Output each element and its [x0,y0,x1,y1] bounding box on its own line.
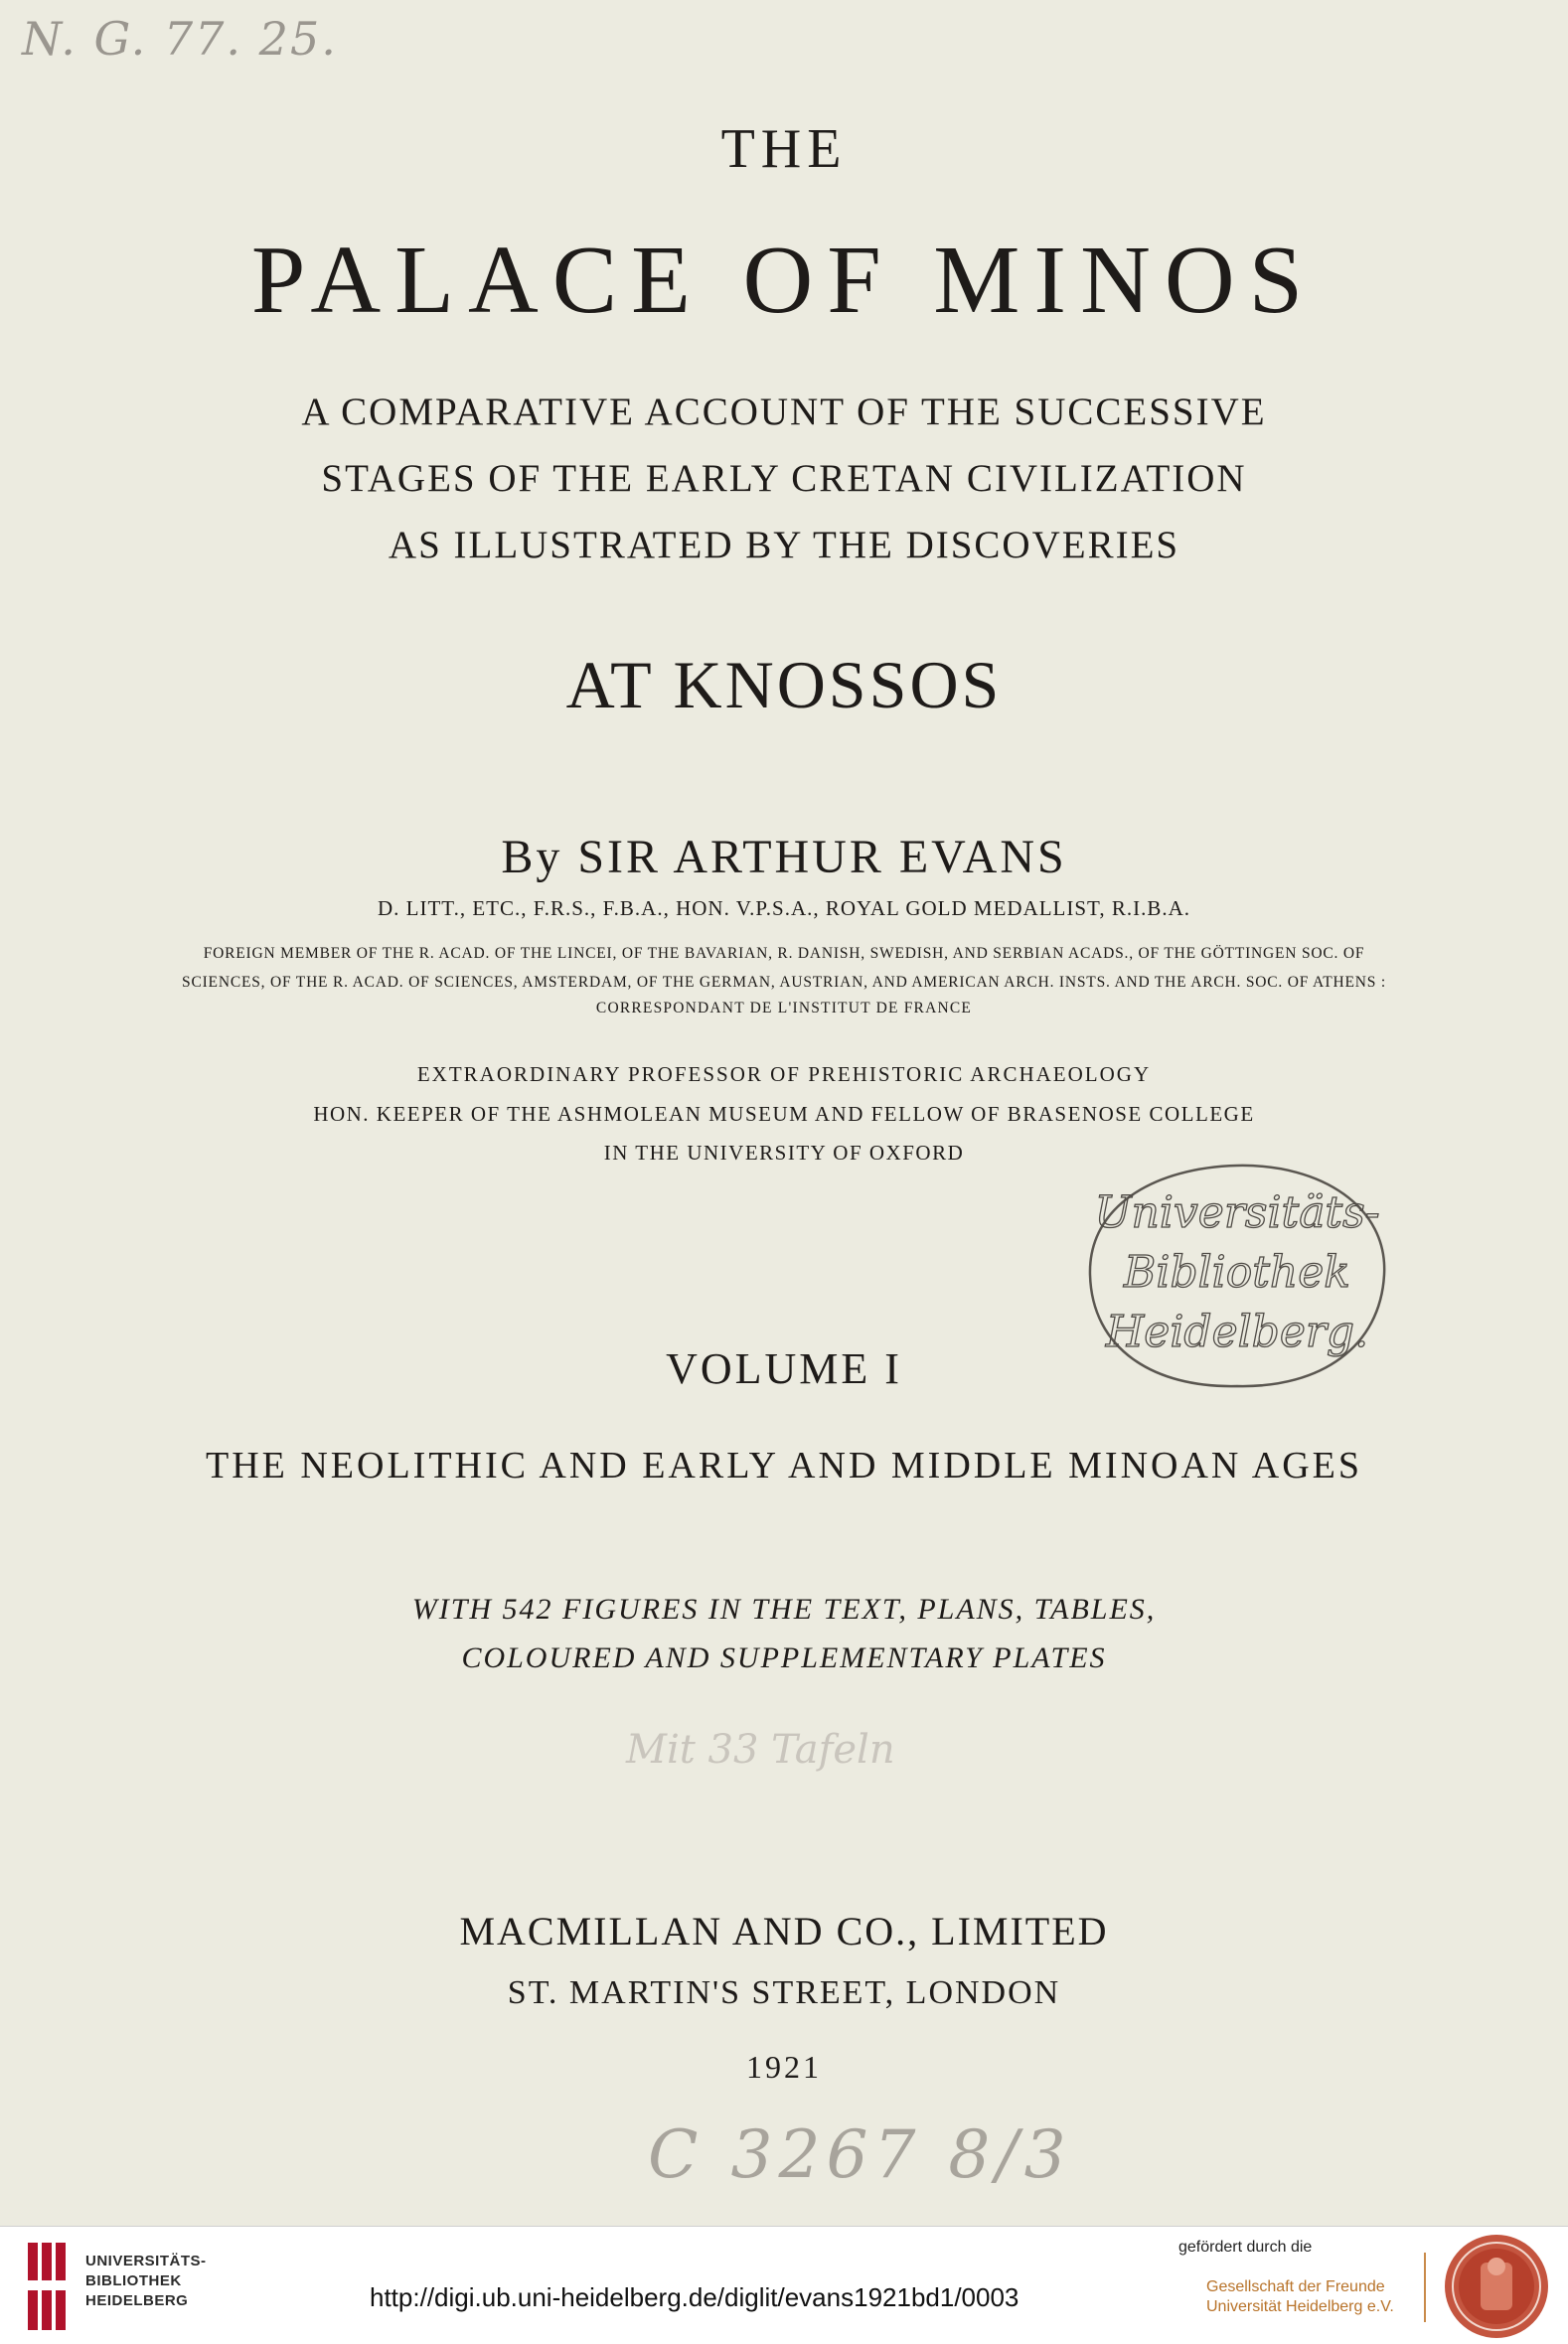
publisher-address: ST. MARTIN'S STREET, LONDON [507,1974,1061,2011]
stamp-line: Heidelberg. [1105,1307,1369,1357]
foreign-memberships-line: CORRESPONDANT DE L'INSTITUT DE FRANCE [595,1000,973,1016]
book-title: PALACE OF MINOS [250,227,1318,334]
foreign-memberships-line: SCIENCES, OF THE R. ACAD. OF SCIENCES, AMSTERDAM, OF THE GERMAN, AUSTRIAN, AND AMERICAN ARCH. INSTS. AND THE ARCH. SOC. OF ATHENS : [182,974,1386,991]
library-logo-icon [22,2241,74,2332]
figures-note-line: COLOURED AND SUPPLEMENTARY PLATES [461,1641,1107,1674]
publisher-name: MACMILLAN AND CO., LIMITED [459,1909,1109,1953]
university-seal-icon [1443,2233,1550,2340]
subtitle-line: AS ILLUSTRATED BY THE DISCOVERIES [388,524,1180,566]
title-the: THE [720,118,848,180]
handwritten-shelfmark: N. G. 77. 25. [22,12,338,66]
foreign-memberships-line: FOREIGN MEMBER OF THE R. ACAD. OF THE LINCEI, OF THE BAVARIAN, R. DANISH, SWEDISH, AND SERBIAN ACADS., OF THE GÖTTINGEN SOC. OF [203,945,1365,962]
sponsor-name-line: Gesellschaft der Freunde [1206,2278,1385,2295]
library-name-line: BIBLIOTHEK [85,2272,182,2289]
author-line: By SIR ARTHUR EVANS [501,831,1067,883]
digitization-footer [0,2226,1568,2344]
volume-subtitle: THE NEOLITHIC AND EARLY AND MIDDLE MINOAN AGES [206,1445,1362,1486]
author-degrees: D. LITT., ETC., F.R.S., F.B.A., HON. V.P.S.A., ROYAL GOLD MEDALLIST, R.I.B.A. [377,896,1191,920]
professorship-line: IN THE UNIVERSITY OF OXFORD [603,1141,965,1165]
library-name-line: HEIDELBERG [85,2292,189,2309]
figures-note-line: WITH 542 FIGURES IN THE TEXT, PLANS, TABLES, [411,1593,1157,1626]
footer-divider [1424,2253,1426,2322]
publication-year: 1921 [746,2049,822,2085]
sponsor-name-line: Universität Heidelberg e.V. [1206,2298,1394,2315]
subtitle-line: A COMPARATIVE ACCOUNT OF THE SUCCESSIVE [301,391,1267,433]
handwritten-call-number: C 3267 8/3 [648,2116,1072,2193]
professorship-line: EXTRAORDINARY PROFESSOR OF PREHISTORIC ARCHAEOLOGY [416,1062,1152,1086]
stamp-line: Bibliothek [1124,1247,1350,1298]
subtitle-line: STAGES OF THE EARLY CRETAN CIVILIZATION [321,457,1247,500]
permalink-url[interactable]: http://digi.ub.uni-heidelberg.de/diglit/evans1921bd1/0003 [370,2282,1019,2312]
place-heading: AT KNOSSOS [565,647,1003,722]
volume-number: VOLUME I [666,1344,902,1393]
sponsor-label: gefördert durch die [1178,2239,1313,2256]
professorship-line: HON. KEEPER OF THE ASHMOLEAN MUSEUM AND FELLOW OF BRASENOSE COLLEGE [313,1102,1255,1126]
stamp-line: Universitäts- [1094,1187,1380,1238]
library-name-line: UNIVERSITÄTS- [85,2253,207,2269]
handwritten-plates-note: Mit 33 Tafeln [626,1727,895,1773]
